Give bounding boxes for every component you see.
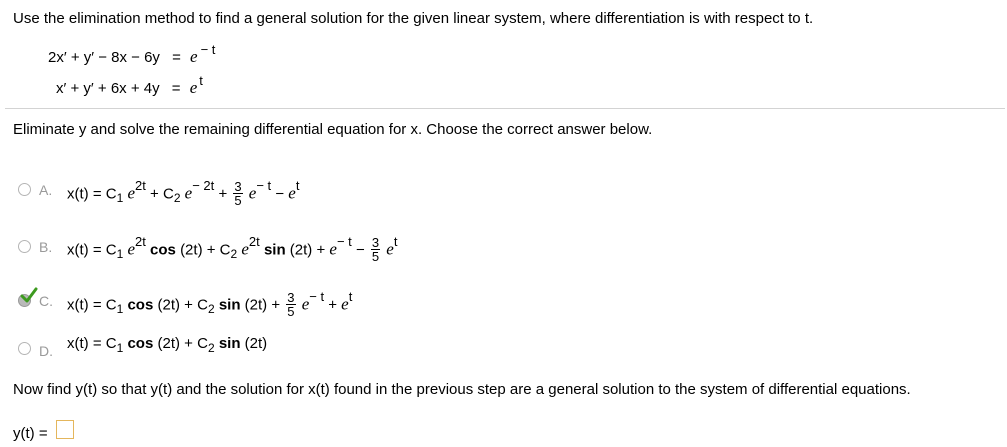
option-d-c2-sub: 2 bbox=[207, 341, 215, 355]
option-d-letter: D. bbox=[39, 343, 53, 359]
option-b-exp4: t bbox=[393, 234, 398, 250]
option-a-lhs: x(t) = bbox=[67, 185, 102, 203]
option-b-c2: C bbox=[219, 241, 231, 259]
option-d-c1: C bbox=[105, 335, 117, 352]
question-2-text: Now find y(t) so that y(t) and the solution for x(t) found in the previous step are a general solution to the system of differential equations. bbox=[13, 381, 911, 398]
option-b-letter: B. bbox=[39, 239, 53, 255]
option-d-cos: cos bbox=[127, 335, 154, 352]
option-c-c1: C bbox=[105, 296, 117, 314]
option-c-sin: sin bbox=[218, 296, 241, 314]
instruction-text: Use the elimination method to find a general solution for the given linear system, where differentiation is with respect to t. bbox=[13, 10, 814, 27]
option-c-plus2: + bbox=[271, 296, 281, 314]
option-d-expression[interactable] bbox=[67, 335, 268, 355]
option-a-e2: e bbox=[184, 183, 193, 203]
option-a-exp4: t bbox=[295, 178, 300, 194]
option-b-cos-arg: (2t) bbox=[180, 241, 203, 259]
option-b-radio[interactable] bbox=[18, 240, 31, 253]
answer-input-box[interactable] bbox=[56, 420, 74, 439]
equation-1-exponent: − t bbox=[200, 42, 216, 57]
option-d-cos-arg: (2t) bbox=[157, 335, 180, 352]
option-b-sin-arg: (2t) bbox=[289, 241, 313, 259]
option-b-minus: − bbox=[355, 241, 365, 259]
equation-2-equals: = bbox=[171, 80, 181, 97]
option-b-e2: e bbox=[241, 239, 249, 259]
equation-1-equals: = bbox=[172, 49, 181, 66]
option-b-fraction bbox=[371, 236, 380, 263]
option-c-sin-arg: (2t) bbox=[244, 296, 268, 314]
correct-check-icon bbox=[20, 287, 38, 303]
option-a-c2-sub: 2 bbox=[173, 191, 181, 206]
option-a-c1-sub: 1 bbox=[116, 191, 124, 206]
option-a-e4: e bbox=[288, 183, 296, 203]
option-b-exp1: 2t bbox=[135, 234, 146, 250]
option-b-plus1: + bbox=[206, 241, 216, 259]
option-c-plus3: + bbox=[328, 296, 337, 314]
option-d-sin-arg: (2t) bbox=[244, 335, 268, 352]
option-c-cos-arg: (2t) bbox=[157, 296, 180, 314]
option-b-c1-sub: 1 bbox=[116, 247, 124, 262]
option-d-plus: + bbox=[184, 335, 193, 352]
equation-2 bbox=[56, 73, 203, 98]
option-b-e1: e bbox=[127, 239, 136, 259]
option-b-expression[interactable] bbox=[67, 234, 398, 264]
option-a-plus1: + bbox=[150, 185, 159, 203]
option-d-c2: C bbox=[197, 335, 208, 352]
question-1-text: Eliminate y and solve the remaining differential equation for x. Choose the correct answer below. bbox=[13, 121, 653, 138]
option-b-frac-num: 3 bbox=[371, 235, 380, 250]
option-c-c2: C bbox=[197, 296, 208, 314]
option-c-expression[interactable] bbox=[67, 289, 353, 319]
option-c-frac-den: 5 bbox=[287, 304, 295, 319]
option-c-e2: e bbox=[341, 294, 349, 314]
option-b-lhs: x(t) = bbox=[67, 241, 102, 259]
option-a-e1: e bbox=[127, 183, 136, 203]
equation-1 bbox=[48, 42, 216, 67]
option-b-frac-den: 5 bbox=[371, 249, 380, 264]
option-b-cos: cos bbox=[150, 241, 176, 259]
option-d-lhs: x(t) = bbox=[67, 335, 102, 352]
option-c-exp2: t bbox=[348, 289, 353, 305]
option-b-c2-sub: 2 bbox=[230, 247, 238, 262]
option-a-minus: − bbox=[275, 185, 285, 203]
equation-1-e: e bbox=[190, 47, 198, 66]
option-a-expression[interactable] bbox=[67, 178, 300, 208]
section-divider bbox=[5, 108, 1005, 109]
option-a-frac-den: 5 bbox=[234, 193, 242, 208]
option-c-e1: e bbox=[301, 294, 310, 314]
option-a-plus2: + bbox=[218, 185, 228, 203]
option-b-exp2: 2t bbox=[248, 234, 260, 250]
equation-2-lhs: x′ + y′ + 6x + 4y bbox=[56, 80, 160, 97]
option-d-radio[interactable] bbox=[18, 342, 31, 355]
answer-label: y(t) = bbox=[13, 425, 48, 442]
equation-1-lhs: 2x′ + y′ − 8x − 6y bbox=[48, 49, 160, 66]
option-c-frac-num: 3 bbox=[287, 290, 295, 305]
option-d-sin: sin bbox=[218, 335, 241, 352]
option-c-plus1: + bbox=[184, 296, 193, 314]
option-a-c1: C bbox=[105, 185, 117, 203]
equation-2-e: e bbox=[189, 78, 198, 97]
option-c-letter: C. bbox=[39, 293, 53, 309]
option-c-c1-sub: 1 bbox=[116, 302, 124, 317]
option-b-exp3: − t bbox=[336, 234, 352, 250]
option-a-c2: C bbox=[162, 185, 174, 203]
option-a-radio[interactable] bbox=[18, 183, 31, 196]
option-a-exp2: − 2t bbox=[192, 178, 215, 194]
option-a-e3: e bbox=[248, 183, 257, 203]
option-a-letter: A. bbox=[39, 182, 53, 198]
option-c-cos: cos bbox=[127, 296, 154, 314]
equation-2-exponent: t bbox=[199, 73, 203, 88]
option-d-c1-sub: 1 bbox=[116, 341, 124, 355]
option-c-fraction bbox=[286, 291, 295, 318]
option-a-exp1: 2t bbox=[135, 178, 146, 194]
option-a-exp3: − t bbox=[256, 178, 272, 194]
option-b-plus2: + bbox=[316, 241, 326, 259]
option-a-fraction bbox=[233, 180, 242, 207]
option-b-c1: C bbox=[105, 241, 117, 259]
option-a-frac-num: 3 bbox=[234, 179, 242, 194]
option-c-c2-sub: 2 bbox=[207, 302, 215, 317]
option-c-exp1: − t bbox=[309, 289, 325, 305]
option-b-e3: e bbox=[329, 239, 337, 259]
option-c-lhs: x(t) = bbox=[67, 296, 102, 314]
option-b-sin: sin bbox=[263, 241, 286, 259]
option-b-e4: e bbox=[386, 239, 394, 259]
